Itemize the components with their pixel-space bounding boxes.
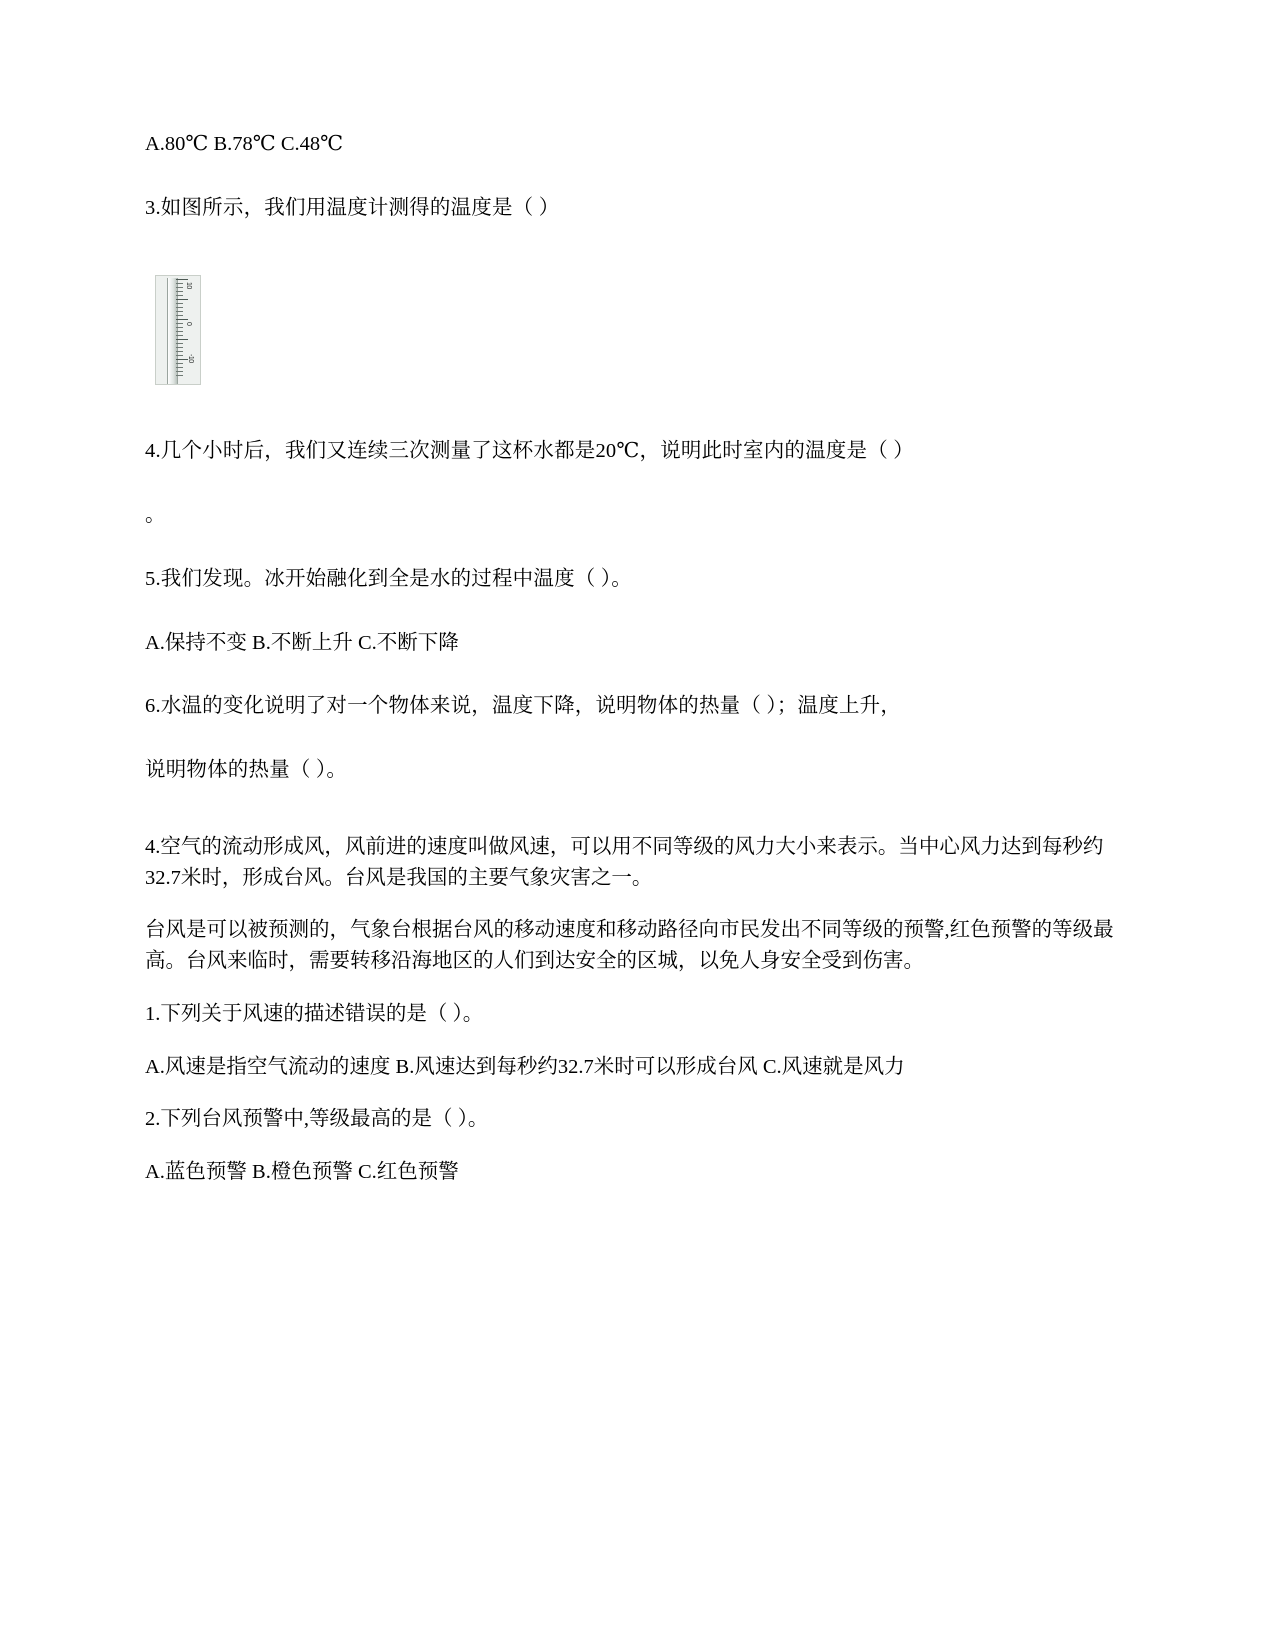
reading-passage <box>145 832 1130 1188</box>
question-4-continued: 。 <box>145 504 166 527</box>
thermometer-icon <box>155 275 201 385</box>
question-6-continued: 说明物体的热量（ ）。 <box>145 759 348 782</box>
passage-options-1: A.风速是指空气流动的速度 B.风速达到每秒约32.7米时可以形成台风 C.风速就是风力 <box>145 1055 905 1078</box>
question-5: 5.我们发现。冰开始融化到全是水的过程中温度（ ）。 <box>145 567 632 590</box>
thermometer-ticks <box>176 279 189 383</box>
passage-paragraph-1: 4.空气的流动形成风，风前进的速度叫做风速，可以用不同等级的风力大小来表示。当中心风力达到每秒约32.7米时，形成台风。台风是我国的主要气象灾害之一。 <box>145 835 1104 889</box>
question-6: 6.水温的变化说明了对一个物体来说，温度下降，说明物体的热量（ ）；温度上升， <box>145 695 902 718</box>
options-line-q5: A.保持不变 B.不断上升 C.不断下降 <box>145 631 459 654</box>
passage-paragraph-2: 台风是可以被预测的，气象台根据台风的移动速度和移动路径向市民发出不同等级的预警,红色预警的等级最高。台风来临时，需要转移沿海地区的人们到达安全的区城，以免人身安全受到伤害。 <box>145 919 1114 972</box>
question-3: 3.如图所示，我们用温度计测得的温度是（ ） <box>145 196 560 219</box>
thermometer-label-minus10: -10 <box>187 354 194 364</box>
passage-options-2: A.蓝色预警 B.橙色预警 C.红色预警 <box>145 1161 459 1183</box>
options-line-q2: A.80℃ B.78℃ C.48℃ <box>145 133 344 155</box>
thermometer-label-10: 10 <box>185 282 192 290</box>
passage-question-2: 2.下列台风预警中,等级最高的是（ ）。 <box>145 1108 489 1131</box>
passage-question-1: 1.下列关于风速的描述错误的是（ ）。 <box>145 1002 484 1025</box>
thermometer-label-0: 0 <box>185 322 192 326</box>
question-4: 4.几个小时后，我们又连续三次测量了这杯水都是20℃，说明此时室内的温度是（ ） <box>145 440 914 463</box>
thermometer-figure <box>155 275 201 385</box>
